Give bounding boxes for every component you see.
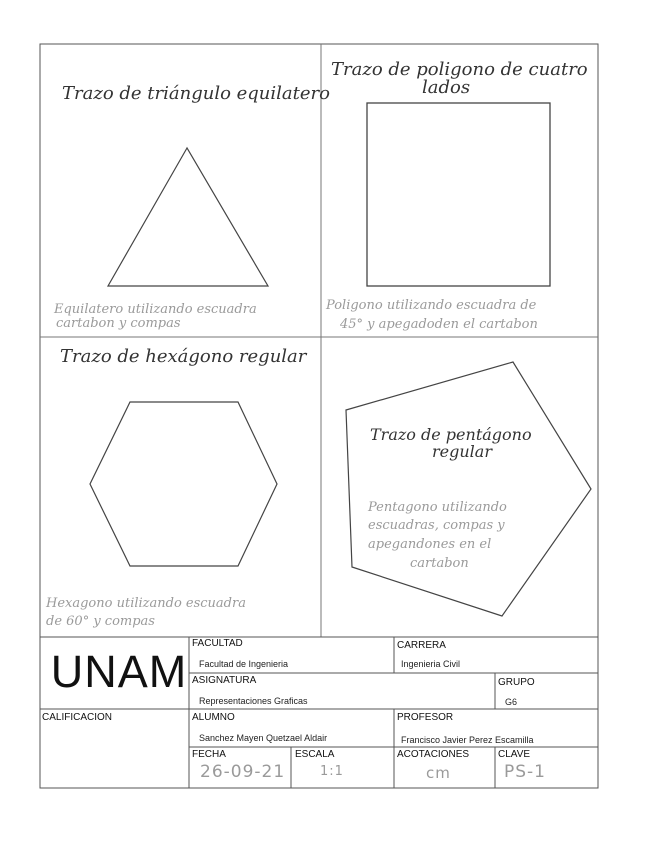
profesor-value: Francisco Javier Perez Escamilla <box>401 735 534 745</box>
pentagon-note-line-1: Pentagono utilizando <box>368 500 507 515</box>
unam-logo-text: UNAM <box>50 646 188 697</box>
acotaciones-label: ACOTACIONES <box>397 749 470 760</box>
square-title-line-1: Trazo de poligono de cuatro <box>331 59 588 80</box>
clave-label: CLAVE <box>498 749 531 760</box>
hexagon-note-line-1: Hexagono utilizando escuadra <box>46 596 246 611</box>
square-shape <box>367 103 550 286</box>
carrera-label: CARRERA <box>397 640 446 651</box>
carrera-value: Ingenieria Civil <box>401 659 461 669</box>
square-note-line-2: 45° y apegadoden el cartabon <box>340 317 538 332</box>
alumno-label: ALUMNO <box>192 712 235 723</box>
calificacion-label: CALIFICACION <box>42 712 113 723</box>
escala-label: ESCALA <box>295 749 335 760</box>
pentagon-note-line-4: cartabon <box>410 556 469 571</box>
pentagon-note-line-2: escuadras, compas y <box>368 518 505 533</box>
alumno-value: Sanchez Mayen Quetzael Aldair <box>199 733 328 743</box>
grupo-value: G6 <box>505 697 518 707</box>
regular-hexagon <box>90 402 277 566</box>
fecha-label: FECHA <box>192 749 226 760</box>
square-note-line-1: Poligono utilizando escuadra de <box>326 298 537 313</box>
grupo-label: GRUPO <box>498 677 535 688</box>
equilateral-triangle <box>108 148 268 286</box>
asignatura-value: Representaciones Graficas <box>199 696 308 706</box>
triangle-note-line-1: Equilatero utilizando escuadra <box>54 302 257 317</box>
facultad-value: Facultad de Ingenieria <box>199 659 289 669</box>
regular-pentagon <box>346 362 591 616</box>
pentagon-title-line-1: Trazo de pentágono <box>370 425 532 444</box>
asignatura-label: ASIGNATURA <box>192 675 257 686</box>
pentagon-title-line-2: regular <box>432 442 492 461</box>
pentagon-note-line-3: apegandones en el <box>368 537 492 552</box>
triangle-title: Trazo de triángulo equilatero <box>62 83 330 104</box>
profesor-label: PROFESOR <box>397 712 454 723</box>
fecha-value: 26-09-21 <box>200 762 286 782</box>
clave-value: PS-1 <box>504 762 546 782</box>
hexagon-note-line-2: de 60° y compas <box>46 614 155 629</box>
facultad-label: FACULTAD <box>192 638 243 649</box>
triangle-note-line-2: cartabon y compas <box>56 316 181 331</box>
acotaciones-value: cm <box>426 764 451 782</box>
escala-value: 1:1 <box>320 764 344 779</box>
hexagon-title: Trazo de hexágono regular <box>60 346 307 367</box>
square-title-line-2: lados <box>422 77 471 98</box>
